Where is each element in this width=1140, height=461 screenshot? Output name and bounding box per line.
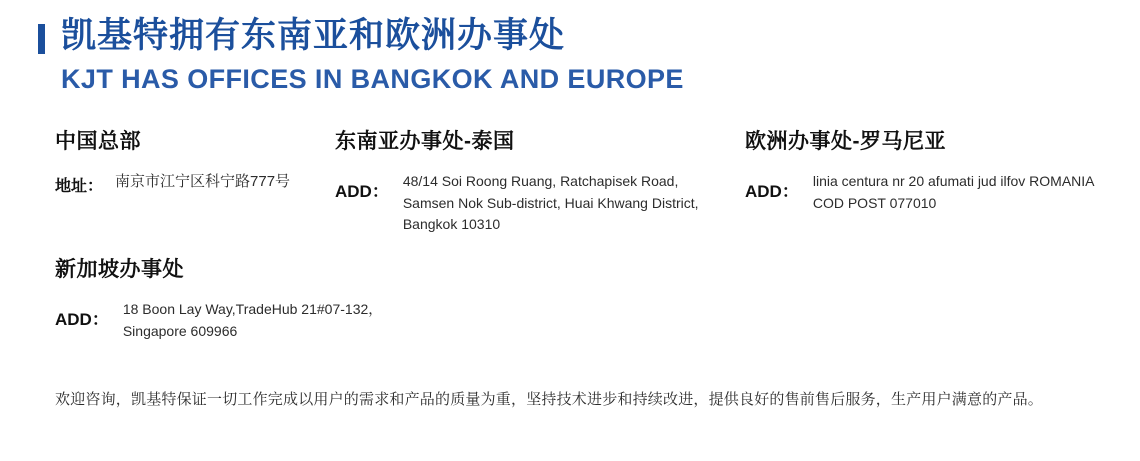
address-value: 18 Boon Lay Way,TradeHub 21#07-132，Singapore 609966 [122,301,383,339]
office-name: 中国总部 [55,130,141,153]
title-accent-bar [38,24,45,54]
office-block-singapore [55,253,435,342]
office-block-romania [745,125,1105,214]
address-value: 南京市江宁区科宁路777号 [115,173,291,190]
office-block-thailand [335,125,735,236]
address-value: linia centura nr 20 afumati jud ilfov ROMANIA COD POST 077010 [812,173,1094,211]
office-address-row [335,171,735,236]
page-subtitle: KJT HAS OFFICES IN BANGKOK AND EUROPE [61,64,684,95]
address-label: 地址： [55,178,104,195]
office-address-row [745,171,1105,214]
address-label: ADD： [335,182,389,201]
office-name: 东南亚办事处-泰国 [335,130,515,153]
page-header [38,16,1098,95]
office-address-row [55,171,305,196]
office-name: 新加坡办事处 [55,258,184,281]
footer-paragraph: 欢迎咨询，凯基特保证一切工作完成以用户的需求和产品的质量为重，坚持技术进步和持续改进，提供良好的售前售后服务，生产用户满意的产品。 [55,391,1044,408]
office-block-china [55,125,305,196]
page-title-row [38,16,1098,56]
address-value: 48/14 Soi Roong Ruang, Ratchapisek Road, Samsen Nok Sub-district, Huai Khwang District, Bangkok 10310 [402,173,699,233]
address-label: ADD： [745,182,799,201]
office-name: 欧洲办事处-罗马尼亚 [745,130,946,153]
address-label: ADD： [55,310,109,329]
page-title: 凯基特拥有东南亚和欧洲办事处 [61,16,566,55]
office-address-row [55,299,435,342]
